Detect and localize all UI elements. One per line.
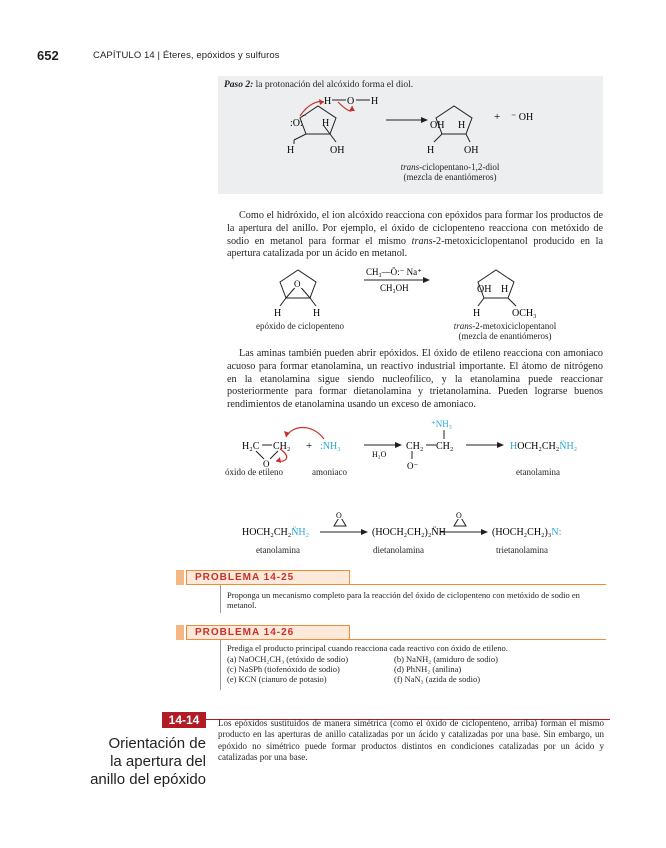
problem-26-row-3: (e) KCN (cianuro de potasio) (f) NaN₃ (azida de sodio) <box>227 674 481 685</box>
reagent-methoxide: CH₃—Ö:⁻ Na⁺ <box>366 267 422 277</box>
paragraph-amines: Las aminas también pueden abrir epóxidos. El óxido de etileno reacciona con amoniaco acuoso para formar etanolamina, un reactivo industrial importante. El átomo de nitrógeno en la etanolamina sigue siendo nucleofílico, y la etanolamina puede reaccionar posteriormente para formar dietanolamina y trietanolamina. Pueden lograrse buenos rendimientos de etanolamina usando un exceso de amoniaco. <box>227 348 603 410</box>
water-h2: H <box>371 96 379 107</box>
triethanolamine-label: (HOCH₂CH₂)₃N: <box>492 527 562 538</box>
product-oh: OH <box>430 120 445 131</box>
problem-25-rule <box>186 584 606 585</box>
caption-epoxide: epóxido de ciclopenteno <box>256 321 344 331</box>
problem-26-items <box>227 654 605 685</box>
ch2-label: CH₂ <box>273 441 291 452</box>
caption-diethanolamine: dietanolamina <box>373 545 424 555</box>
product-h: H <box>501 284 509 295</box>
alkoxide-o: :O: <box>290 118 303 129</box>
product-oh: OH <box>477 284 492 295</box>
problem-26-row-1: (a) NaOCH₂CH₃ (etóxido de sodio) (b) NaNH₂ (amiduro de sodio) <box>227 654 498 664</box>
product-oh-bottom: OH <box>464 145 479 156</box>
epoxide-h-right: H <box>313 308 321 319</box>
intermediate-ch2-left: CH₂ <box>406 441 424 452</box>
product-och3: OCH₃ <box>512 308 537 319</box>
caption-methoxy-product: trans-2-metoxiciclopentanol (mezcla de enantiómeros) <box>453 321 557 342</box>
epoxide-o: O <box>263 459 270 469</box>
arrow-nh3-attack <box>286 428 324 440</box>
problem-26-row-2: (c) NaSPh (tiofenóxido de sodio) (d) PhNH₂ (anilina) <box>227 664 462 675</box>
scheme-diethanolamine <box>238 508 608 548</box>
page-number: 652 <box>37 48 59 63</box>
alkoxide-o-minus: O⁻ <box>407 461 419 471</box>
hydroxide: ⁻ OH <box>511 112 534 123</box>
reagent-methanol: CH₃OH <box>380 283 409 293</box>
water-label: H₂O <box>372 450 387 459</box>
ammonia-label: :NH₃ <box>320 441 341 452</box>
diol-caption: trans-ciclopentano-1,2-diol (mezcla de enantiómeros) <box>400 162 500 183</box>
problem-25-bar <box>220 585 221 613</box>
water-o: O <box>347 96 355 107</box>
problem-26-bar <box>220 640 221 690</box>
problem-25-title: PROBLEMA 14-25 <box>186 570 350 585</box>
section-title: Orientación de la apertura del anillo del epóxido <box>90 735 206 788</box>
problem-25-text: Proponga un mecanismo completo para la reacción del óxido de ciclopenteno con metóxido de sodio en metanol. <box>227 590 580 611</box>
ammonium-label: ⁺NH₃ <box>431 419 452 429</box>
epoxide-o-2: O <box>456 511 462 520</box>
product-h-bottom: H <box>427 145 435 156</box>
epoxide-h-left: H <box>274 308 282 319</box>
intermediate-ch2-right: CH₂ <box>436 441 454 452</box>
product-h-bottom: H <box>473 308 481 319</box>
plus: + <box>494 111 501 123</box>
caption-triethanolamine: trietanolamina <box>496 545 548 555</box>
problem-25-header <box>176 570 340 585</box>
section-paragraph: Los epóxidos sustituidos de manera simétrica (como el óxido de ciclopenteno, arriba) forman el mismo producto en las aperturas de anillo catalizadas por un ácido y catalizadas por una base. Sin embargo, un epóxido no simétrico puede formar productos distintos en condiciones catalizadas por un ácido y catalizadas por una base. <box>218 718 604 763</box>
problem-26-intro: Prediga el producto principal cuando reacciona cada reactivo con óxido de etileno. <box>227 643 508 653</box>
epoxide-o-1: O <box>336 511 342 520</box>
problem-26-header <box>176 625 340 640</box>
scheme-methoxide <box>218 262 608 324</box>
caption-ethanolamine-1: etanolamina <box>516 467 560 477</box>
caption-ethylene-oxide: óxido de etileno <box>225 467 283 477</box>
epoxide-o: O <box>294 279 301 289</box>
product-h: H <box>458 120 466 131</box>
problem-26-title: PROBLEMA 14-26 <box>186 625 350 640</box>
ethanolamine-label: HOCH₂CH₂N̈H₂ <box>242 527 310 538</box>
step2-text: Paso 2: la protonación del alcóxido forma el diol. <box>224 80 414 90</box>
ring-oh-bottom: OH <box>330 145 345 156</box>
h2c-label: H₂C <box>242 441 260 452</box>
alkoxide-minus: − <box>302 111 307 120</box>
running-head: CAPÍTULO 14 | Éteres, epóxidos y sulfuros <box>93 50 280 61</box>
diethanolamine-label: (HOCH₂CH₂)₂N̈H <box>372 527 446 538</box>
section-number: 14-14 <box>162 712 206 728</box>
paragraph-alkoxide: Como el hidróxido, el ion alcóxido reacciona con epóxidos para formar los productos de la apertura del anillo. Por ejemplo, el óxido de ciclopenteno reacciona con metóxido de sodio en metanol para formar el mismo trans-2-metoxiciclopentanol producido en la apertura catalizada por un ácido en metanol. <box>227 210 603 260</box>
caption-ammonia: amoniaco <box>312 467 347 477</box>
ethanolamine-product: HOCH₂CH₂N̈H₂ <box>510 441 578 452</box>
caption-ethanolamine-2: etanolamina <box>256 545 300 555</box>
problem-26-rule <box>186 639 606 640</box>
plus: + <box>306 440 313 452</box>
ring-h-inner: H <box>322 118 330 129</box>
ring-h-bottom: H <box>287 145 295 156</box>
water-h1: H <box>324 96 332 107</box>
